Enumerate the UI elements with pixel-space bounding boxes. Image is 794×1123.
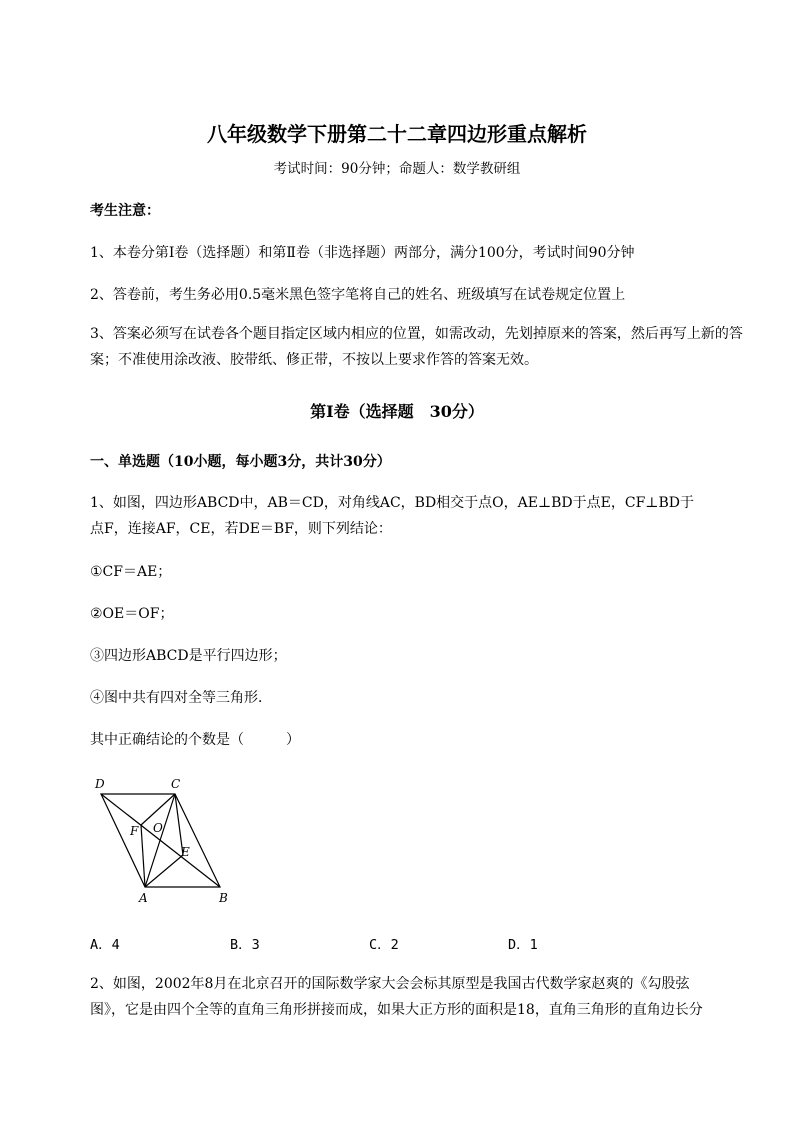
q1-conclusion-4: ④图中共有四对全等三角形． [90,690,272,706]
label-c: C [171,777,181,791]
exam-info: 考试时间：90分钟；命题人：数学教研组 [273,161,521,177]
q1-option-a: A．4 [90,937,120,953]
segment-af [141,825,145,887]
label-o: O [153,821,163,835]
notice-item-3: 3、答案必须写在试卷各个题目指定区域内相应的位置，如需改动，先划掉原来的答案，然后再写上新的答案；不准使用涂改液、胶带纸、修正带，不按以上要求作答的答案无效。 [90,326,743,368]
notice-heading: 考生注意： [90,203,160,219]
label-e: E [181,845,190,859]
q2-line1: 2、如图，2002年8月在北京召开的国际数学家大会会标其原型是我国古代数学家赵爽的《勾股弦 [90,976,690,992]
q1-geometry-figure [88,770,238,910]
q1-conclusion-1: ①CF＝AE； [90,564,172,580]
q1-option-c: C．2 [369,937,399,953]
q1-conclusion-2: ②OE＝OF； [90,606,174,622]
notice-item-2: 2、答卷前，考生务必用0.5毫米黑色签字笔将自己的姓名、班级填写在试卷规定位置上 [90,287,626,303]
figure-lines [101,794,220,887]
q2-line2: 图》，它是由四个全等的直角三角形拼接而成，如果大正方形的面积是18，直角三角形的直角边长分 [90,1002,703,1018]
q1-stem-line1: 1、如图，四边形ABCD中，AB＝CD，对角线AC，BD相交于点O，AE⊥BD于点E，CF⊥BD于 [90,495,694,511]
part1-heading: 第Ⅰ卷（选择题 30分） [310,402,484,421]
label-a: A [139,891,148,905]
q1-option-b: B．3 [230,937,260,953]
q1-question: 其中正确结论的个数是（ ） [90,732,300,748]
document-title: 八年级数学下册第二十二章四边形重点解析 [207,122,587,146]
section-heading: 一、单选题（10小题，每小题3分，共计30分） [90,454,391,470]
label-d: D [95,777,105,791]
label-b: B [219,891,228,905]
notice-item-1: 1、本卷分第Ⅰ卷（选择题）和第Ⅱ卷（非选择题）两部分，满分100分，考试时间90分钟 [90,245,635,261]
q1-stem-line2: 点F，连接AF，CE，若DE＝BF，则下列结论： [90,521,392,537]
q1-conclusion-3: ③四边形ABCD是平行四边形； [90,648,287,664]
label-f: F [130,824,139,838]
q1-option-d: D．1 [508,937,538,953]
